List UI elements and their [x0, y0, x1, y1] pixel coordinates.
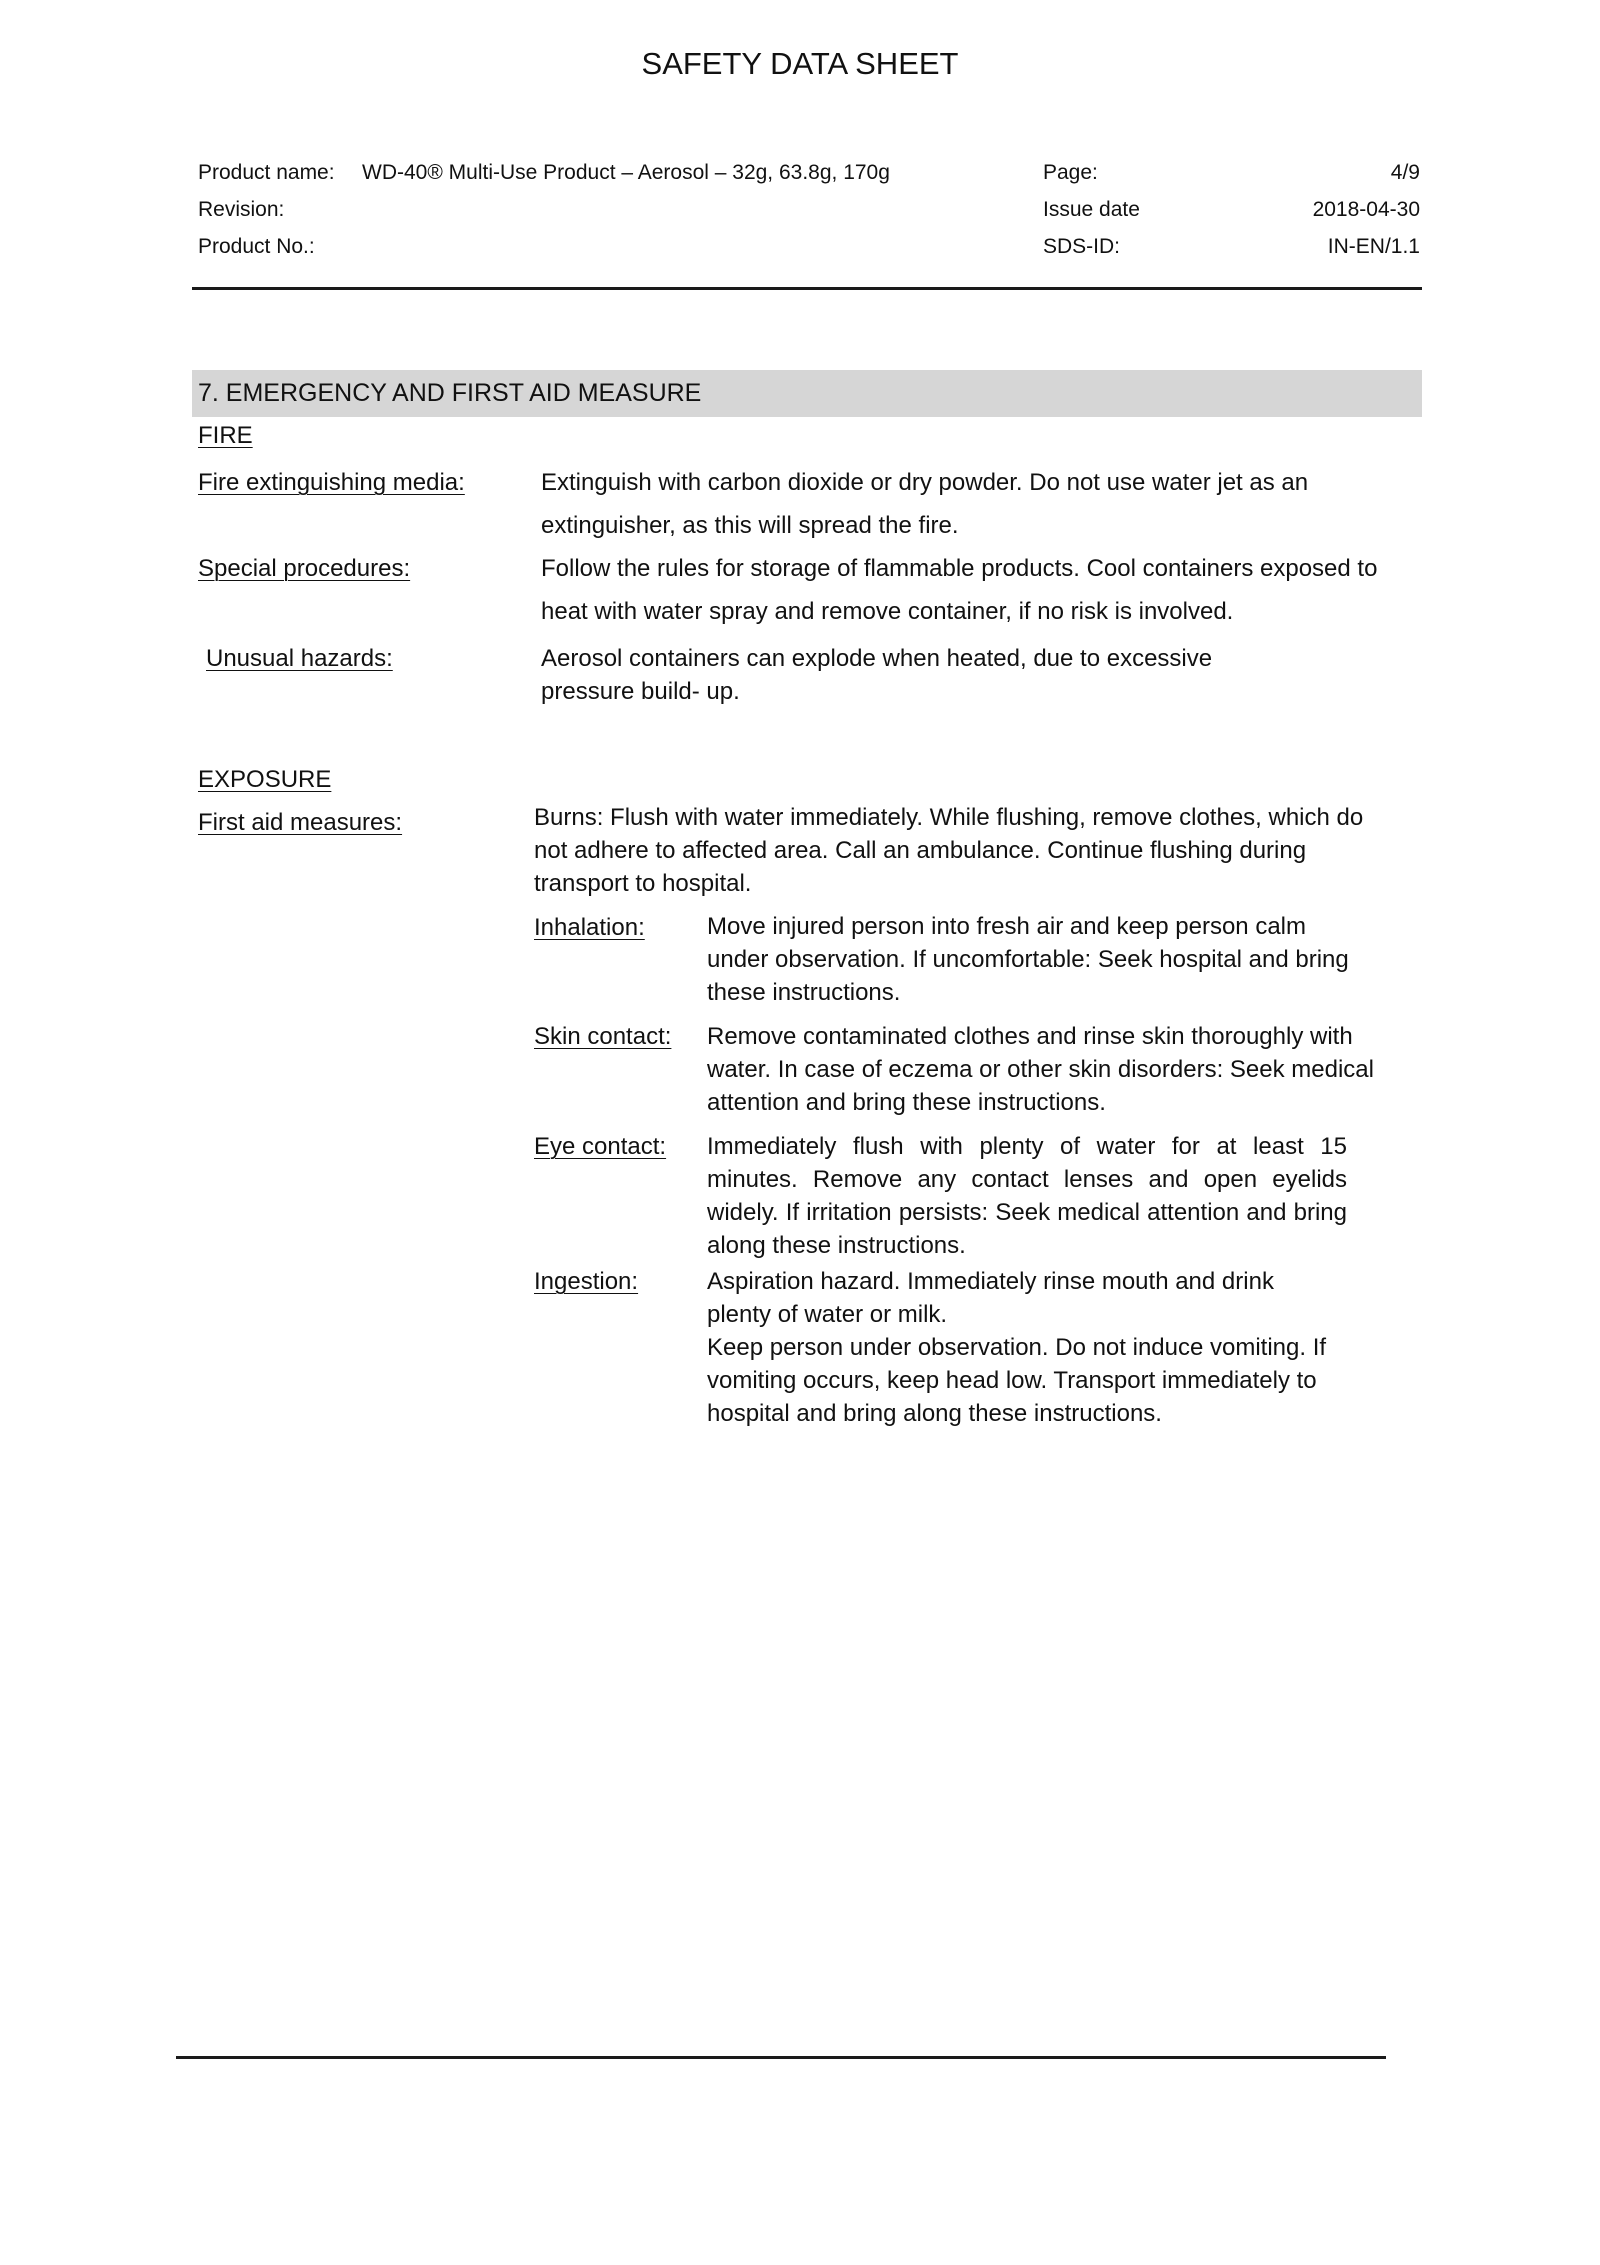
text-line: Aerosol containers can explode when heated, due to excessive — [541, 645, 1213, 672]
special-procedures-label: Special procedures: — [198, 555, 411, 582]
burns-text — [534, 801, 1363, 900]
sds-id-label: SDS-ID: — [1043, 235, 1121, 258]
header-divider — [192, 287, 1422, 290]
fire-extinguishing-text — [541, 461, 1308, 547]
text-line: along these instructions. — [707, 1232, 966, 1259]
first-aid-label: First aid measures: — [198, 809, 403, 836]
text-line: these instructions. — [707, 979, 901, 1006]
text-line: Follow the rules for storage of flammable products. Cool containers exposed to — [541, 555, 1378, 582]
special-procedures-text — [541, 547, 1377, 633]
text-line: water. In case of eczema or other skin disorders: Seek medical — [707, 1056, 1374, 1083]
text-line: transport to hospital. — [534, 870, 752, 897]
product-name-value: WD-40® Multi-Use Product – Aerosol – 32g, 63.8g, 170g — [362, 161, 890, 184]
issue-date-label: Issue date — [1043, 198, 1140, 221]
fire-heading: FIRE — [198, 422, 253, 449]
footer-divider — [176, 2056, 1386, 2059]
revision-label: Revision: — [198, 198, 285, 221]
skin-contact-label: Skin contact: — [534, 1023, 672, 1050]
unusual-hazards-text — [541, 642, 1212, 708]
text-line: Aspiration hazard. Immediately rinse mouth and drink — [707, 1268, 1274, 1295]
product-name-label: Product name: — [198, 161, 335, 184]
text-line: vomiting occurs, keep head low. Transport immediately to — [707, 1367, 1317, 1394]
document-title: SAFETY DATA SHEET — [641, 46, 959, 81]
exposure-heading: EXPOSURE — [198, 766, 332, 793]
page-value: 4/9 — [1390, 161, 1420, 184]
skin-contact-text — [707, 1020, 1374, 1119]
text-line: attention and bring these instructions. — [707, 1089, 1106, 1116]
text-line: hospital and bring along these instructions. — [707, 1400, 1162, 1427]
text-line: Move injured person into fresh air and keep person calm — [707, 913, 1306, 940]
text-line: under observation. If uncomfortable: Seek hospital and bring — [707, 946, 1349, 973]
text-line: not adhere to affected area. Call an ambulance. Continue flushing during — [534, 837, 1307, 864]
product-no-label: Product No.: — [198, 235, 315, 258]
text-line: extinguisher, as this will spread the fire. — [541, 512, 959, 539]
eye-contact-label: Eye contact: — [534, 1133, 667, 1160]
text-line: widely. If irritation persists: Seek medical attention and bring — [707, 1199, 1347, 1226]
sds-id-value: IN-EN/1.1 — [1327, 235, 1420, 258]
fire-extinguishing-label: Fire extinguishing media: — [198, 469, 465, 496]
inhalation-label: Inhalation: — [534, 914, 645, 941]
text-line: Extinguish with carbon dioxide or dry powder. Do not use water jet as an — [541, 469, 1309, 496]
text-line: Burns: Flush with water immediately. While flushing, remove clothes, which do — [534, 804, 1364, 831]
text-line: minutes. Remove any contact lenses and open eyelids — [707, 1166, 1347, 1193]
eye-contact-text — [707, 1130, 1347, 1262]
text-line: pressure build- up. — [541, 678, 740, 705]
text-line: Remove contaminated clothes and rinse skin thoroughly with — [707, 1023, 1353, 1050]
text-line: heat with water spray and remove container, if no risk is involved. — [541, 598, 1234, 625]
issue-date-value: 2018-04-30 — [1312, 198, 1420, 221]
page-label: Page: — [1043, 161, 1098, 184]
ingestion-text — [707, 1265, 1326, 1430]
text-line: Immediately flush with plenty of water for at least 15 — [707, 1133, 1347, 1160]
inhalation-text — [707, 910, 1349, 1009]
ingestion-label: Ingestion: — [534, 1268, 639, 1295]
text-line: Keep person under observation. Do not induce vomiting. If — [707, 1334, 1327, 1361]
section-heading: 7. EMERGENCY AND FIRST AID MEASURE — [192, 370, 1422, 417]
text-line: plenty of water or milk. — [707, 1301, 948, 1328]
unusual-hazards-label: Unusual hazards: — [206, 645, 393, 672]
